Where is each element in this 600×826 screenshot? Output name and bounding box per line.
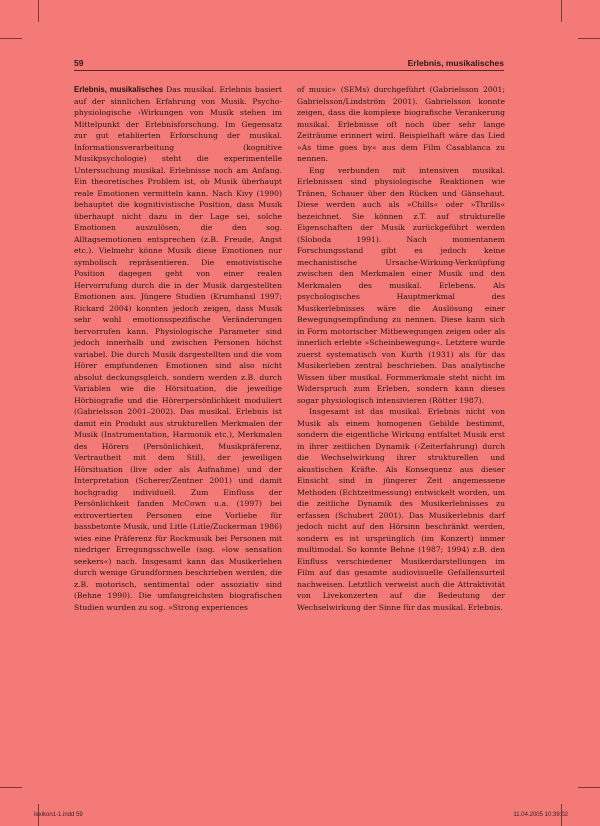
right-column	[297, 84, 505, 613]
crop-mark	[578, 787, 600, 788]
running-title: Erlebnis, musikalisches	[407, 58, 504, 68]
page-number: 59	[74, 58, 84, 68]
paragraph: Insgesamt ist das musikal. Erlebnis nicht von Musik als einem homogenen Gebilde bestimmt, sondern die eigentliche Wirkung entfaltet Musik erst in ihrer zeitlichen Dynamik (›Zeiterfahrung) durch die Wechselwirkung ihrer strukturellen und akustischen Kräfte. Als Konsequenz aus dieser Einsicht sind in jüngerer Zeit angemessene Methoden (Echtzeitmessung) entwickelt worden, um die zeitliche Dynamik des Musikerlebnisses zu erfassen (Schubert 2001). Das Musikerlebnis darf jedoch nicht auf den Hörsinn beschränkt werden, sondern es ist ursprünglich (im Konzert) immer multimodal. So konnte Behne (1987; 1994) z.B. den Einfluss verschiedener Musikerdarstellungen im Film auf das gesamte audiovisuelle Gefallensurteil nachweisen. Letztlich verweist auch die Attraktivität von Livekonzerten auf die Bedeutung der Wechselwirkung der Sinne für das musikal. Erlebnis.	[297, 407, 505, 612]
crop-mark	[0, 787, 22, 788]
paragraph	[74, 84, 282, 613]
left-column	[74, 84, 282, 613]
crop-mark	[0, 38, 22, 39]
running-header	[74, 58, 504, 71]
footer-timestamp: 11.04.2005 10:39:02	[513, 812, 568, 818]
entry-lemma: Erlebnis, musikalisches	[74, 85, 164, 94]
crop-mark	[561, 0, 562, 22]
crop-mark	[578, 38, 600, 39]
paragraph: Eng verbunden mit intensiven musikal. Erlebnissen sind physiologische Reaktionen wie Tränen, Schauer über den Rücken und Gänsehaut. Diese werden auch als »Chills« oder »Thrills« bezeichnet. Sie können z.T. auf strukturelle Eigenschaften der Musik zurückgeführt werden (Sloboda 1991). Nach momentanem Forschungsstand gibt es jedoch keine mechanistische Ursache-Wirkung-Verknüpfung zwischen den Merkmalen einer Musik und den Merkmalen des musikal. Erlebens. Als psychologisches Hauptmerkmal des Musikerlebnisses wäre die Auslösung einer Bewegungsempfindung zu nennen. Diese kann sich in Form motorischer Mitbewegungen zeigen oder als innerlich erlebte »Scheinbewegung«. Letztere wurde zuerst systematisch von Kurth (1931) als für das Musikerleben zentral beschrieben. Das analytische Wissen über musikal. Formmerkmale steht nicht im Widerspruch zum Erleben, sondern kann dieses sogar physiologisch intensivieren (Rötter 1987).	[297, 165, 505, 405]
footer-file: lexikon1-1.indd 59	[34, 812, 83, 818]
paragraph-text: Das musikal. Erlebnis basiert auf der sinnlichen Erfahrung von Musik. Psycho-physiologische ›Wirkungen von Musik stehen im Mittelpunkt der Erlebnisforschung. Im Gegensatz zur gut etablierten Erforschung der musikal. Informationsverarbeitung (kognitive Musikpsychologie) steht die experimentelle Untersuchung musikal. Erlebnisse noch am Anfang. Ein theoretisches Problem ist, ob Musik überhaupt reale Emotionen vermitteln kann. Nach Kivy (1990) behauptet die kognitivistische Position, dass Musik überhaupt nicht dazu in der Lage sei, solche Emotionen auszulösen, die den sog. Alltagsemotionen entsprechen (z.B. Freude, Angst etc.). Vielmehr könne Musik diese Emotionen nur symbolisch repräsentieren. Die emotivistische Position dagegen geht von einer realen Hervorrufung durch die in der Musik dargestellten Emotionen aus. Jüngere Studien (Krumhansl 1997; Rickard 2004) konnten jedoch zeigen, dass Musik sehr wohl emotionsspezifische Veränderungen hervorrufen kann. Physiologische Parameter sind jedoch innerhalb und zwischen Personen höchst variabel. Die durch Musik dargestellten und die vom Hörer empfundenen Emotionen sind also nicht absolut deckungsgleich, sondern werden z.B. durch Variablen wie die Hörsituation, die jeweilige Hörbiografie und die Hörerpersönlichkeit moduliert (Gabrielsson 2001–2002). Das musikal. Erlebnis ist damit ein Produkt aus strukturellen Merkmalen der Musik (Instrumentation, Harmonik etc.), Merkmalen des Hörers (Persönlichkeit, Musikpräferenz, Vertrautheit mit dem Stil), der jeweiligen Hörsituation (live oder als Aufnahme) und der Interpretation (Scherer/Zentner 2001) und damit hochgradig individuell. Zum Einfluss der Persönlichkeit fanden McCown u.a. (1997) bei extrovertierten Personen eine Vorliebe für bassbetonte Musik, und Litle (Litle/Zuckerman 1986) wies eine Präferenz für Rockmusik bei Personen mit niedriger Erregungsschwelle (sog. »low sensation seekers«) nach. Insgesamt kann das Musikerleben durch wenige Grundformen beschrieben werden, die z.B. motorisch, sentimental oder assoziativ sind (Behne 1990). Die umfangreichsten biografischen Studien wurden zu sog. »Strong experiences	[74, 85, 282, 612]
paragraph: of music« (SEMs) durchgeführt (Gabrielsson 2001; Gabrielsson/Lindström 2001). Gabrielsson konnte zeigen, dass die komplexe biografische Verankerung musikal. Erlebnisse oft noch über sehr lange Zeiträume erinnert wird. Beispielhaft wäre das Lied »As time goes by« aus dem Film Casablanca zu nennen.	[297, 85, 505, 163]
crop-mark	[38, 0, 39, 22]
